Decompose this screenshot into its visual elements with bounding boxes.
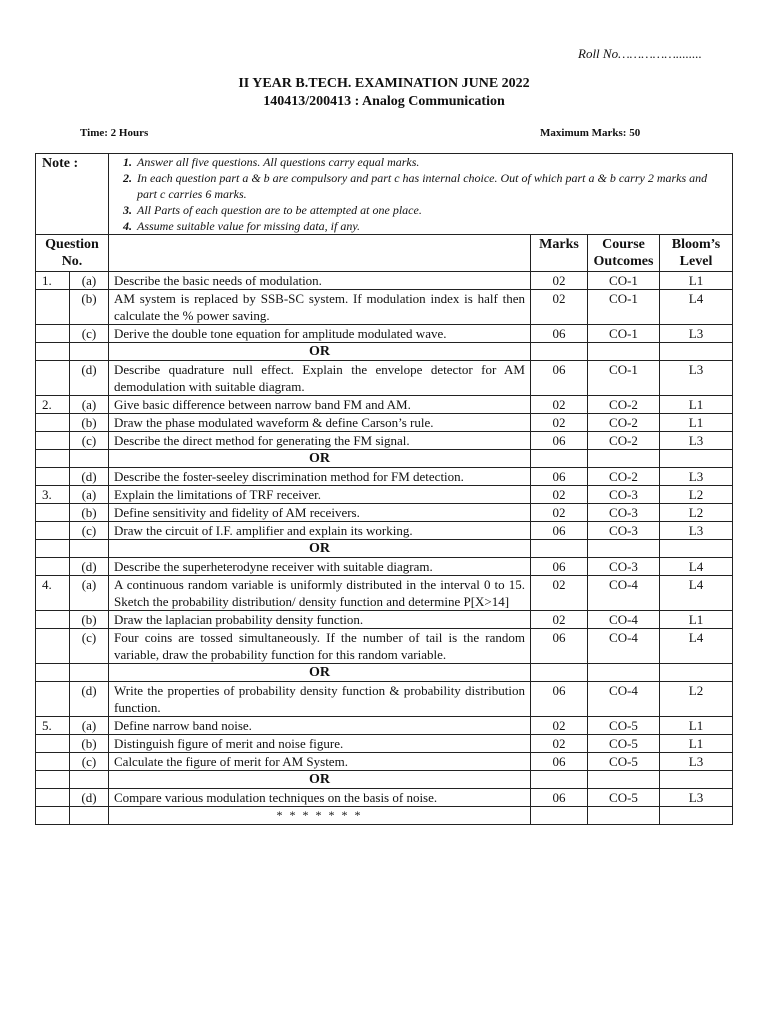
question-number xyxy=(36,735,70,753)
note-item: 3. All Parts of each question are to be attempted at one place. xyxy=(135,202,728,218)
col-text-header xyxy=(109,235,531,272)
question-marks: 06 xyxy=(531,522,588,540)
blooms-level: L3 xyxy=(660,753,733,771)
blank-cell xyxy=(588,771,660,789)
question-number: 3. xyxy=(36,486,70,504)
blooms-level: L3 xyxy=(660,789,733,807)
blank-cell xyxy=(531,450,588,468)
end-of-paper-mark: * * * * * * * xyxy=(109,807,531,825)
blank-cell xyxy=(70,771,109,789)
course-outcome: CO-5 xyxy=(588,717,660,735)
question-part: (b) xyxy=(70,414,109,432)
question-text: Define narrow band noise. xyxy=(109,717,531,735)
course-outcome: CO-2 xyxy=(588,468,660,486)
subject-title: 140413/200413 : Analog Communication xyxy=(263,94,505,109)
question-marks: 06 xyxy=(531,468,588,486)
note-row xyxy=(36,154,733,235)
course-outcome: CO-2 xyxy=(588,396,660,414)
end-cell xyxy=(70,807,109,825)
course-outcome: CO-1 xyxy=(588,272,660,290)
blank-cell xyxy=(660,771,733,789)
blank-cell xyxy=(36,343,70,361)
blooms-level: L3 xyxy=(660,361,733,396)
question-marks: 06 xyxy=(531,753,588,771)
blooms-level: L1 xyxy=(660,414,733,432)
question-part: (b) xyxy=(70,290,109,325)
question-part: (d) xyxy=(70,789,109,807)
col-blooms-level-header: Bloom’s Level xyxy=(660,235,733,272)
question-row xyxy=(36,735,733,753)
col-course-outcomes-header: Course Outcomes xyxy=(588,235,660,272)
question-text: Describe the direct method for generating the FM signal. xyxy=(109,432,531,450)
question-marks: 06 xyxy=(531,629,588,664)
course-outcome: CO-3 xyxy=(588,522,660,540)
blank-cell xyxy=(660,450,733,468)
or-separator: OR xyxy=(109,664,531,682)
blank-cell xyxy=(36,540,70,558)
question-part: (c) xyxy=(70,753,109,771)
blank-cell xyxy=(531,664,588,682)
question-text: Draw the phase modulated waveform & define Carson’s rule. xyxy=(109,414,531,432)
blank-cell xyxy=(531,343,588,361)
question-marks: 02 xyxy=(531,290,588,325)
end-cell xyxy=(660,807,733,825)
question-part: (b) xyxy=(70,504,109,522)
blank-cell xyxy=(70,450,109,468)
course-outcome: CO-3 xyxy=(588,558,660,576)
or-row xyxy=(36,664,733,682)
question-row xyxy=(36,789,733,807)
course-outcome: CO-2 xyxy=(588,414,660,432)
question-part: (a) xyxy=(70,717,109,735)
question-part: (b) xyxy=(70,735,109,753)
question-number xyxy=(36,290,70,325)
or-row xyxy=(36,450,733,468)
question-row xyxy=(36,290,733,325)
blank-cell xyxy=(588,343,660,361)
blank-cell xyxy=(660,343,733,361)
question-text: Give basic difference between narrow band FM and AM. xyxy=(109,396,531,414)
question-text: AM system is replaced by SSB-SC system. If modulation index is half then calculate the % power saving. xyxy=(109,290,531,325)
blank-cell xyxy=(531,771,588,789)
question-part: (d) xyxy=(70,558,109,576)
question-row xyxy=(36,325,733,343)
question-row xyxy=(36,486,733,504)
question-part: (b) xyxy=(70,611,109,629)
or-separator: OR xyxy=(109,771,531,789)
note-list xyxy=(109,154,733,235)
question-marks: 02 xyxy=(531,272,588,290)
question-text: Draw the laplacian probability density function. xyxy=(109,611,531,629)
maximum-marks: Maximum Marks: 50 xyxy=(540,127,641,139)
blooms-level: L4 xyxy=(660,558,733,576)
note-item: 1. Answer all five questions. All questions carry equal marks. xyxy=(135,154,728,170)
question-marks: 02 xyxy=(531,414,588,432)
blooms-level: L1 xyxy=(660,717,733,735)
note-item: 4. Assume suitable value for missing data, if any. xyxy=(135,218,728,234)
blooms-level: L4 xyxy=(660,629,733,664)
question-text: Derive the double tone equation for amplitude modulated wave. xyxy=(109,325,531,343)
header-row xyxy=(36,235,733,272)
question-row xyxy=(36,682,733,717)
question-text: Write the properties of probability density function & probability distribution function. xyxy=(109,682,531,717)
question-row xyxy=(36,504,733,522)
blooms-level: L1 xyxy=(660,735,733,753)
blank-cell xyxy=(531,540,588,558)
end-row xyxy=(36,807,733,825)
end-cell xyxy=(36,807,70,825)
question-number xyxy=(36,753,70,771)
blooms-level: L4 xyxy=(660,576,733,611)
blooms-level: L3 xyxy=(660,432,733,450)
course-outcome: CO-5 xyxy=(588,789,660,807)
question-part: (a) xyxy=(70,576,109,611)
question-number xyxy=(36,789,70,807)
exam-title: II YEAR B.TECH. EXAMINATION JUNE 2022 xyxy=(238,76,530,91)
blank-cell xyxy=(36,664,70,682)
question-row xyxy=(36,468,733,486)
question-part: (a) xyxy=(70,396,109,414)
question-marks: 02 xyxy=(531,486,588,504)
question-row xyxy=(36,414,733,432)
or-row xyxy=(36,343,733,361)
end-cell xyxy=(588,807,660,825)
question-row xyxy=(36,396,733,414)
course-outcome: CO-3 xyxy=(588,504,660,522)
blooms-level: L1 xyxy=(660,611,733,629)
course-outcome: CO-5 xyxy=(588,735,660,753)
blooms-level: L2 xyxy=(660,682,733,717)
question-table xyxy=(35,153,733,825)
question-number xyxy=(36,325,70,343)
col-question-header: Question No. xyxy=(36,235,109,272)
question-row xyxy=(36,717,733,735)
question-number xyxy=(36,361,70,396)
question-marks: 02 xyxy=(531,717,588,735)
or-separator: OR xyxy=(109,450,531,468)
course-outcome: CO-4 xyxy=(588,682,660,717)
question-part: (c) xyxy=(70,629,109,664)
question-number: 4. xyxy=(36,576,70,611)
question-number: 2. xyxy=(36,396,70,414)
blank-cell xyxy=(660,540,733,558)
course-outcome: CO-1 xyxy=(588,361,660,396)
question-part: (a) xyxy=(70,272,109,290)
question-marks: 02 xyxy=(531,396,588,414)
or-row xyxy=(36,540,733,558)
question-number xyxy=(36,504,70,522)
question-text: Explain the limitations of TRF receiver. xyxy=(109,486,531,504)
blank-cell xyxy=(588,664,660,682)
question-number xyxy=(36,629,70,664)
blooms-level: L3 xyxy=(660,325,733,343)
question-text: Draw the circuit of I.F. amplifier and explain its working. xyxy=(109,522,531,540)
question-part: (c) xyxy=(70,325,109,343)
course-outcome: CO-4 xyxy=(588,576,660,611)
blooms-level: L1 xyxy=(660,396,733,414)
question-text: A continuous random variable is uniformly distributed in the interval 0 to 15. Sketch the probability distribution/ density function and determine P[X>14] xyxy=(109,576,531,611)
course-outcome: CO-3 xyxy=(588,486,660,504)
question-part: (c) xyxy=(70,432,109,450)
roll-number: Roll No……………........ xyxy=(578,46,702,61)
question-part: (c) xyxy=(70,522,109,540)
blooms-level: L1 xyxy=(660,272,733,290)
question-number xyxy=(36,468,70,486)
question-text: Describe the basic needs of modulation. xyxy=(109,272,531,290)
course-outcome: CO-1 xyxy=(588,325,660,343)
blooms-level: L4 xyxy=(660,290,733,325)
or-row xyxy=(36,771,733,789)
question-row xyxy=(36,611,733,629)
question-part: (d) xyxy=(70,361,109,396)
question-rows xyxy=(36,272,733,807)
question-marks: 06 xyxy=(531,682,588,717)
end-cell xyxy=(531,807,588,825)
course-outcome: CO-1 xyxy=(588,290,660,325)
question-number xyxy=(36,682,70,717)
blank-cell xyxy=(588,540,660,558)
blooms-level: L3 xyxy=(660,468,733,486)
question-row xyxy=(36,629,733,664)
question-marks: 06 xyxy=(531,789,588,807)
blooms-level: L2 xyxy=(660,504,733,522)
question-part: (d) xyxy=(70,682,109,717)
blooms-level: L3 xyxy=(660,522,733,540)
question-row xyxy=(36,361,733,396)
blank-cell xyxy=(36,450,70,468)
question-number xyxy=(36,414,70,432)
blank-cell xyxy=(660,664,733,682)
question-number: 1. xyxy=(36,272,70,290)
question-row xyxy=(36,432,733,450)
question-row xyxy=(36,753,733,771)
question-row xyxy=(36,576,733,611)
exam-time: Time: 2 Hours xyxy=(80,127,149,139)
col-marks-header: Marks xyxy=(531,235,588,272)
question-number xyxy=(36,611,70,629)
question-marks: 02 xyxy=(531,576,588,611)
course-outcome: CO-4 xyxy=(588,611,660,629)
question-text: Distinguish figure of merit and noise figure. xyxy=(109,735,531,753)
blank-cell xyxy=(70,540,109,558)
question-marks: 06 xyxy=(531,558,588,576)
or-separator: OR xyxy=(109,343,531,361)
question-text: Describe quadrature null effect. Explain the envelope detector for AM demodulation with suitable diagram. xyxy=(109,361,531,396)
question-part: (a) xyxy=(70,486,109,504)
question-text: Four coins are tossed simultaneously. If the number of tail is the random variable, draw the probability function for this random variable. xyxy=(109,629,531,664)
question-number xyxy=(36,522,70,540)
blank-cell xyxy=(588,450,660,468)
question-marks: 06 xyxy=(531,325,588,343)
question-marks: 02 xyxy=(531,611,588,629)
note-label: Note : xyxy=(36,154,109,235)
question-number xyxy=(36,558,70,576)
question-row xyxy=(36,558,733,576)
question-marks: 06 xyxy=(531,432,588,450)
question-part: (d) xyxy=(70,468,109,486)
question-number xyxy=(36,432,70,450)
question-marks: 02 xyxy=(531,735,588,753)
blooms-level: L2 xyxy=(660,486,733,504)
question-number: 5. xyxy=(36,717,70,735)
question-text: Compare various modulation techniques on the basis of noise. xyxy=(109,789,531,807)
course-outcome: CO-2 xyxy=(588,432,660,450)
question-row xyxy=(36,272,733,290)
question-row xyxy=(36,522,733,540)
or-separator: OR xyxy=(109,540,531,558)
blank-cell xyxy=(70,343,109,361)
question-text: Define sensitivity and fidelity of AM receivers. xyxy=(109,504,531,522)
course-outcome: CO-4 xyxy=(588,629,660,664)
question-text: Calculate the figure of merit for AM System. xyxy=(109,753,531,771)
note-item: 2. In each question part a & b are compulsory and part c has internal choice. Out of which part a & b carry 2 marks and part c carries 6 marks. xyxy=(135,170,728,202)
question-marks: 02 xyxy=(531,504,588,522)
question-text: Describe the superheterodyne receiver with suitable diagram. xyxy=(109,558,531,576)
question-text: Describe the foster-seeley discrimination method for FM detection. xyxy=(109,468,531,486)
blank-cell xyxy=(70,664,109,682)
blank-cell xyxy=(36,771,70,789)
course-outcome: CO-5 xyxy=(588,753,660,771)
question-marks: 06 xyxy=(531,361,588,396)
